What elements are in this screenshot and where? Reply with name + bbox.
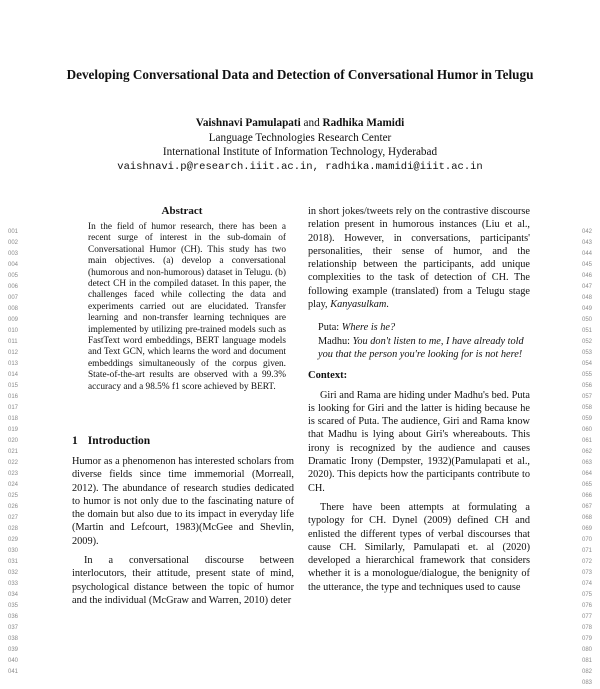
line-number: 031	[8, 559, 19, 565]
line-number: 030	[8, 548, 19, 554]
line-number: 057	[581, 394, 592, 400]
line-number: 016	[8, 394, 19, 400]
line-number: 080	[581, 647, 592, 653]
line-number: 081	[581, 658, 592, 664]
line-number: 077	[581, 614, 592, 620]
section-number: 1	[72, 435, 78, 447]
context-heading: Context:	[308, 370, 348, 382]
line-number: 051	[581, 328, 592, 334]
author-2: Radhika Mamidi	[322, 117, 405, 129]
line-number: 038	[8, 636, 19, 642]
line-number: 032	[8, 570, 19, 576]
line-number: 059	[581, 416, 592, 422]
speaker-madhu: Madhu:	[318, 335, 351, 347]
line-number: 068	[581, 515, 592, 521]
author-block	[60, 116, 540, 174]
line-number: 033	[8, 581, 19, 587]
line-number: 047	[581, 284, 592, 290]
line-number: 013	[8, 361, 19, 367]
utterance-1: Where is he?	[341, 322, 396, 334]
section-title: Introduction	[87, 435, 151, 447]
line-number: 070	[581, 537, 592, 543]
line-number: 054	[581, 361, 592, 367]
right-line-numbers	[568, 227, 592, 689]
right-paragraph-1-text: in short jokes/tweets rely on the contrastive discourse relation present in humorous instances (Liu et al., 2018). However, in conversations, participants' personalities, their sense of humor, and the relationship between the participants, add unique complexities to the task of detection of CH. The following example (translated) from a Telugu stage play,	[308, 206, 530, 311]
line-number: 061	[581, 438, 592, 444]
line-number: 001	[8, 229, 19, 235]
line-number: 072	[581, 559, 592, 565]
author-1: Vaishnavi Pamulapati	[195, 117, 301, 129]
line-number: 036	[8, 614, 19, 620]
line-number: 082	[581, 669, 592, 675]
left-column-body	[72, 455, 294, 607]
line-number: 022	[8, 460, 19, 466]
line-number: 079	[581, 636, 592, 642]
line-number: 071	[581, 548, 592, 554]
line-number: 008	[8, 306, 19, 312]
line-number: 048	[581, 295, 592, 301]
author-conjunction: and	[303, 117, 320, 129]
utterance-2: You don't listen to me, I have already told you that the person you're looking for is not here!	[318, 335, 524, 360]
line-number: 064	[581, 471, 592, 477]
line-number: 042	[581, 229, 592, 235]
line-number: 015	[8, 383, 19, 389]
line-number: 020	[8, 438, 19, 444]
line-number: 060	[581, 427, 592, 433]
abstract-text: In the field of humor research, there has been a recent surge of interest in the sub-domain of Conversational Humor (CH). This study has two main objectives. (a) develop a conversational (humorous and non-humorous) dataset in Telugu. (b) detect CH in the compiled dataset. In this paper, the challenges faced while collecting the data and experiments carried out are elucidated. Transfer learning and non-transfer learning techniques are implemented by utilizing pre-trained models such as FastText word embeddings, BERT language models and Text GCN, which learns the word and document embeddings simultaneously of the corpus given. State-of-the-art results are observed with a 99.3% accuracy and a 98.5% f1 score achieved by BERT.	[88, 222, 286, 392]
line-number: 023	[8, 471, 19, 477]
abstract-heading: Abstract	[161, 205, 203, 217]
line-number: 006	[8, 284, 19, 290]
line-number: 049	[581, 306, 592, 312]
line-number: 043	[581, 240, 592, 246]
line-number: 040	[8, 658, 19, 664]
play-title: Kanyasulkam	[330, 299, 387, 311]
right-paragraph-1	[308, 205, 530, 311]
intro-paragraph-2: In a conversational discourse between interlocutors, their attitude, present state of mind, psychological distance between the topic of humor and the individual (McGraw and Warren, 2010) deter	[72, 555, 294, 606]
line-number: 025	[8, 493, 19, 499]
line-number: 014	[8, 372, 19, 378]
line-number: 066	[581, 493, 592, 499]
line-number: 003	[8, 251, 19, 257]
line-number: 069	[581, 526, 592, 532]
left-line-numbers	[8, 227, 32, 678]
intro-paragraph-1: Humor as a phenomenon has interested scholars from diverse fields since time immemorial (Morreall, 2012). The abundance of research studies dedicated to humor is not only due to the fascinating nature of the domain but also due to its impact in everyday life (Martin and Lefcourt, 1983)(McGee and Shevlin, 2009).	[72, 456, 294, 547]
line-number: 007	[8, 295, 19, 301]
line-number: 045	[581, 262, 592, 268]
affiliation-institute: International Institute of Information Technology, Hyderabad	[162, 146, 438, 159]
right-column-body	[308, 205, 530, 594]
line-number: 041	[8, 669, 19, 675]
line-number: 035	[8, 603, 19, 609]
right-paragraph-1-end: .	[386, 299, 389, 311]
line-number: 027	[8, 515, 19, 521]
line-number: 075	[581, 592, 592, 598]
line-number: 034	[8, 592, 19, 598]
dialogue-line-2	[318, 335, 530, 362]
line-number: 062	[581, 449, 592, 455]
introduction-heading	[72, 435, 150, 447]
line-number: 052	[581, 339, 592, 345]
line-number: 046	[581, 273, 592, 279]
line-number: 058	[581, 405, 592, 411]
line-number: 039	[8, 647, 19, 653]
line-number: 073	[581, 570, 592, 576]
line-number: 053	[581, 350, 592, 356]
line-number: 009	[8, 317, 19, 323]
author-names	[60, 116, 540, 131]
line-number: 017	[8, 405, 19, 411]
line-number: 055	[581, 372, 592, 378]
line-number: 026	[8, 504, 19, 510]
line-number: 029	[8, 537, 19, 543]
line-number: 078	[581, 625, 592, 631]
line-number: 076	[581, 603, 592, 609]
line-number: 028	[8, 526, 19, 532]
context-paragraph: Giri and Rama are hiding under Madhu's bed. Puta is looking for Giri and the latter is hiding because he is scared of Puta. The audience, Giri and Rama know that Madhu is lying about Giri's whereabouts. This irony is recognized by the audience and causes Dramatic Irony (Dempster, 1932)(Pamulapati et al., 2020). This depicts how the participants contribute to CH.	[308, 389, 530, 494]
dialogue-line-1	[318, 321, 530, 334]
line-number: 067	[581, 504, 592, 510]
line-number: 012	[8, 350, 19, 356]
line-number: 011	[8, 339, 18, 345]
speaker-puta: Puta:	[318, 322, 340, 334]
line-number: 019	[8, 427, 19, 433]
line-number: 002	[8, 240, 19, 246]
line-number: 004	[8, 262, 19, 268]
dialogue-example	[318, 321, 530, 361]
line-number: 037	[8, 625, 19, 631]
line-number: 083	[581, 680, 592, 686]
line-number: 018	[8, 416, 19, 422]
line-number: 065	[581, 482, 592, 488]
line-number: 010	[8, 328, 19, 334]
line-number: 056	[581, 383, 592, 389]
line-number: 021	[8, 449, 19, 455]
typology-paragraph: There have been attempts at formulating a typology for CH. Dynel (2009) defined CH and enlisted the different types of verbal discourses that cause CH. Similarly, Pamulapati et. al (2020) developed a hierarchical framework that considers whether it is a monologue/dialogue, the benignity of the utterance, the type and techniques used to cause	[308, 501, 530, 593]
author-emails: vaishnavi.p@research.iiit.ac.in, radhika.mamidi@iiit.ac.in	[117, 160, 483, 173]
line-number: 005	[8, 273, 19, 279]
affiliation-lab: Language Technologies Research Center	[208, 131, 392, 144]
paper-title: Developing Conversational Data and Detection of Conversational Humor in Telugu	[66, 67, 534, 82]
line-number: 024	[8, 482, 19, 488]
line-number: 063	[581, 460, 592, 466]
line-number: 050	[581, 317, 592, 323]
line-number: 074	[581, 581, 592, 587]
line-number: 044	[581, 251, 592, 257]
